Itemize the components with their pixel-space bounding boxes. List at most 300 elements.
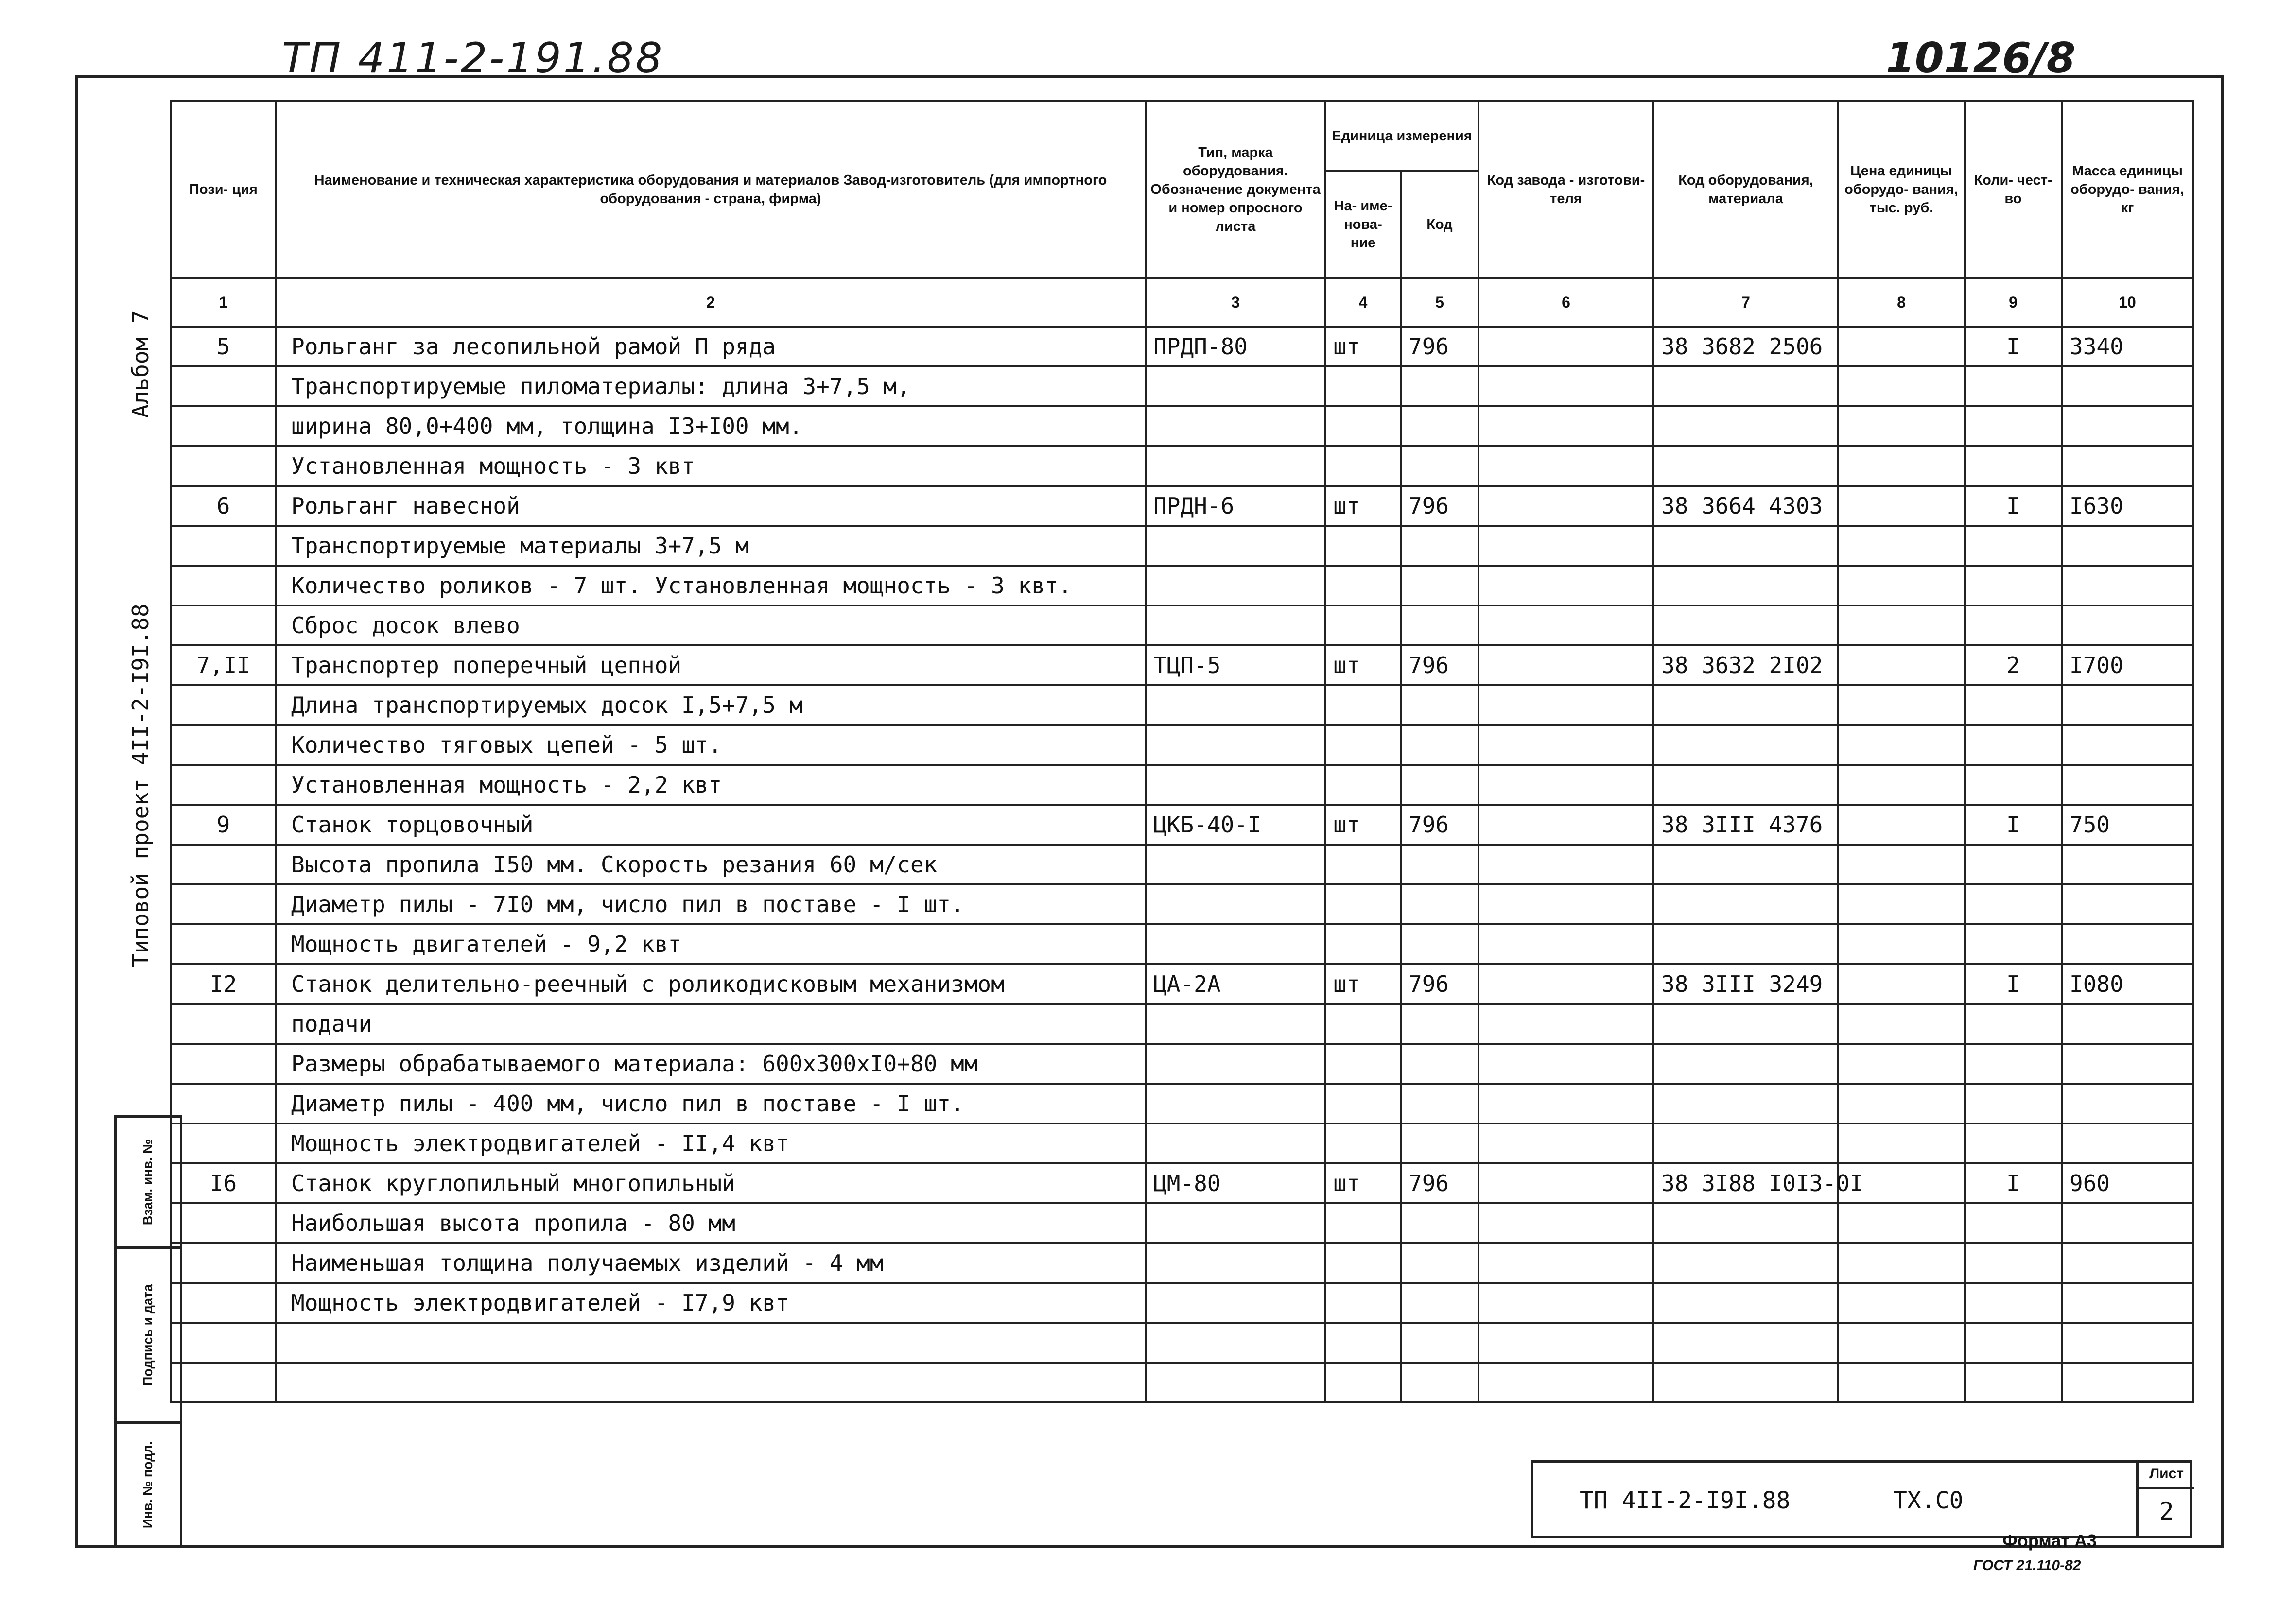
quantity-cell: I [1965,1163,2062,1203]
type-cell [1146,1243,1325,1283]
name-cell: ширина 80,0+400 мм, толщина I3+I00 мм. [276,406,1146,446]
type-cell: ТЦП-5 [1146,645,1325,685]
table-row [171,406,2193,446]
quantity-cell [1965,924,2062,964]
table-row [171,685,2193,725]
unit-code-cell [1401,725,1478,765]
mass-cell [2062,884,2193,924]
header-unit-code: Код [1401,171,1478,278]
unit-code-cell [1401,1363,1478,1402]
equipment-code-cell [1653,1004,1838,1044]
mass-cell: I080 [2062,964,2193,1004]
header-unit-name: На- име- нова- ние [1325,171,1401,278]
name-cell [276,1323,1146,1363]
column-number: 8 [1838,278,1965,327]
sheet-cell [2136,1460,2194,1538]
table-row [171,1283,2193,1323]
unit-name-cell [1325,765,1401,805]
unit-name-cell [1325,725,1401,765]
table-row [171,765,2193,805]
position-cell [171,1323,276,1363]
position-cell [171,526,276,566]
quantity-cell [1965,446,2062,486]
mass-cell [2062,605,2193,645]
quantity-cell: I [1965,805,2062,845]
name-cell: Количество роликов - 7 шт. Установленная мощность - 3 квт. [276,566,1146,605]
price-cell [1838,605,1965,645]
plant-code-cell [1478,1163,1653,1203]
unit-name-cell [1325,526,1401,566]
unit-name-cell [1325,884,1401,924]
plant-code-cell [1478,645,1653,685]
unit-name-cell [1325,1243,1401,1283]
equipment-code-cell [1653,366,1838,406]
name-cell: Мощность двигателей - 9,2 квт [276,924,1146,964]
quantity-cell [1965,725,2062,765]
mass-cell [2062,725,2193,765]
sheet-ref-handwritten: 10126/8 [1886,34,2076,83]
price-cell [1838,725,1965,765]
name-cell: Количество тяговых цепей - 5 шт. [276,725,1146,765]
plant-code-cell [1478,1243,1653,1283]
type-cell: ПРДН-6 [1146,486,1325,526]
unit-name-cell [1325,924,1401,964]
plant-code-cell [1478,366,1653,406]
table-row [171,1243,2193,1283]
plant-code-cell [1478,725,1653,765]
quantity-cell [1965,1084,2062,1123]
plant-code-cell [1478,685,1653,725]
position-cell [171,924,276,964]
name-cell: Транспортируемые материалы 3+7,5 м [276,526,1146,566]
unit-name-cell [1325,1283,1401,1323]
price-cell [1838,1084,1965,1123]
replacement-inv-label: Взам. инв. № [140,1139,156,1226]
mass-cell: I700 [2062,645,2193,685]
table-row [171,605,2193,645]
unit-code-cell: 796 [1401,327,1478,366]
type-cell [1146,566,1325,605]
position-cell [171,1123,276,1163]
equipment-code-cell [1653,406,1838,446]
original-inv-label: Инв. № подл. [140,1441,156,1528]
equipment-code-cell [1653,1044,1838,1084]
position-cell: I2 [171,964,276,1004]
unit-code-cell: 796 [1401,805,1478,845]
unit-code-cell [1401,1084,1478,1123]
section-code: ТХ.С0 [1893,1487,1964,1514]
unit-name-cell: шт [1325,327,1401,366]
position-cell [171,1084,276,1123]
header-unit-group: Единица измерения [1325,101,1478,171]
unit-name-cell: шт [1325,1163,1401,1203]
format-label: Формат А3 [2002,1531,2097,1551]
type-cell: ПРДП-80 [1146,327,1325,366]
sheet-number: 2 [2159,1497,2174,1525]
plant-code-cell [1478,605,1653,645]
table-row [171,1363,2193,1402]
unit-code-cell [1401,1323,1478,1363]
type-cell [1146,1004,1325,1044]
unit-code-cell [1401,845,1478,884]
name-cell: Рольганг за лесопильной рамой П ряда [276,327,1146,366]
unit-code-cell [1401,685,1478,725]
position-cell [171,765,276,805]
unit-code-cell [1401,1004,1478,1044]
position-cell [171,845,276,884]
column-number: 3 [1146,278,1325,327]
equipment-code-cell [1653,845,1838,884]
unit-code-cell: 796 [1401,1163,1478,1203]
equipment-code-cell: 38 3632 2I02 [1653,645,1838,685]
header-equipment-code: Код оборудования, материала [1653,101,1838,278]
position-cell [171,1243,276,1283]
unit-code-cell: 796 [1401,645,1478,685]
quantity-cell [1965,765,2062,805]
table-row [171,526,2193,566]
position-cell [171,605,276,645]
position-cell: 9 [171,805,276,845]
quantity-cell [1965,845,2062,884]
quantity-cell [1965,685,2062,725]
mass-cell [2062,845,2193,884]
position-cell: 6 [171,486,276,526]
type-cell [1146,1123,1325,1163]
project-code-handwritten: ТП 411-2-191.88 [282,34,664,83]
standard-label: ГОСТ 21.110-82 [1973,1557,2081,1573]
unit-code-cell [1401,1203,1478,1243]
plant-code-cell [1478,526,1653,566]
mass-cell [2062,1283,2193,1323]
header-position: Пози- ция [171,101,276,278]
unit-name-cell [1325,366,1401,406]
unit-code-cell [1401,366,1478,406]
price-cell [1838,1283,1965,1323]
type-cell [1146,1084,1325,1123]
unit-name-cell: шт [1325,805,1401,845]
mass-cell: 3340 [2062,327,2193,366]
table-row [171,805,2193,845]
position-cell [171,446,276,486]
equipment-specification-table [170,100,2194,1403]
equipment-code-cell [1653,1123,1838,1163]
mass-cell [2062,446,2193,486]
position-cell [171,685,276,725]
plant-code-cell [1478,964,1653,1004]
unit-code-cell [1401,406,1478,446]
table-row [171,884,2193,924]
position-cell [171,1363,276,1402]
table-row [171,645,2193,685]
table-row [171,1163,2193,1203]
position-cell [171,406,276,446]
price-cell [1838,964,1965,1004]
position-cell [171,884,276,924]
table-row [171,366,2193,406]
name-cell: Станок торцовочный [276,805,1146,845]
price-cell [1838,366,1965,406]
name-cell: Установленная мощность - 3 квт [276,446,1146,486]
equipment-code-cell: 38 3682 2506 [1653,327,1838,366]
type-cell [1146,1044,1325,1084]
unit-name-cell [1325,1123,1401,1163]
header-quantity: Коли- чест- во [1965,101,2062,278]
quantity-cell [1965,1203,2062,1243]
table-body [171,327,2193,1402]
project-label: Типовой проект 4II-2-I9I.88 [127,604,154,967]
unit-name-cell [1325,845,1401,884]
plant-code-cell [1478,486,1653,526]
unit-name-cell [1325,685,1401,725]
column-number-row [171,278,2193,327]
price-cell [1838,805,1965,845]
plant-code-cell [1478,1123,1653,1163]
designation: ТП 4II-2-I9I.88 [1580,1487,1791,1514]
unit-code-cell [1401,1044,1478,1084]
type-cell [1146,366,1325,406]
equipment-code-cell [1653,566,1838,605]
name-cell: Установленная мощность - 2,2 квт [276,765,1146,805]
table-row [171,566,2193,605]
plant-code-cell [1478,1084,1653,1123]
unit-code-cell [1401,1243,1478,1283]
name-cell: Мощность электродвигателей - I7,9 квт [276,1283,1146,1323]
column-number: 9 [1965,278,2062,327]
price-cell [1838,884,1965,924]
mass-cell: 750 [2062,805,2193,845]
original-inv-cell [117,1424,180,1545]
plant-code-cell [1478,566,1653,605]
quantity-cell [1965,1243,2062,1283]
type-cell [1146,685,1325,725]
plant-code-cell [1478,1004,1653,1044]
unit-name-cell [1325,566,1401,605]
type-cell [1146,725,1325,765]
name-cell: Сброс досок влево [276,605,1146,645]
unit-code-cell [1401,446,1478,486]
mass-cell [2062,924,2193,964]
price-cell [1838,845,1965,884]
position-cell: 5 [171,327,276,366]
plant-code-cell [1478,845,1653,884]
mass-cell [2062,566,2193,605]
type-cell [1146,1283,1325,1323]
mass-cell [2062,406,2193,446]
header-mass: Масса единицы оборудо- вания, кг [2062,101,2193,278]
unit-code-cell [1401,1123,1478,1163]
name-cell: Наименьшая толщина получаемых изделий - 4 мм [276,1243,1146,1283]
table-row [171,964,2193,1004]
quantity-cell [1965,1323,2062,1363]
type-cell: ЦМ-80 [1146,1163,1325,1203]
equipment-code-cell [1653,605,1838,645]
quantity-cell [1965,366,2062,406]
equipment-code-cell [1653,1243,1838,1283]
type-cell: ЦА-2А [1146,964,1325,1004]
type-cell [1146,1363,1325,1402]
name-cell: Наибольшая высота пропила - 80 мм [276,1203,1146,1243]
price-cell [1838,1243,1965,1283]
equipment-code-cell [1653,725,1838,765]
album-label: Альбом 7 [127,310,154,418]
plant-code-cell [1478,1323,1653,1363]
equipment-code-cell [1653,685,1838,725]
price-cell [1838,486,1965,526]
mass-cell [2062,1044,2193,1084]
unit-code-cell [1401,526,1478,566]
quantity-cell: I [1965,327,2062,366]
type-cell [1146,605,1325,645]
unit-code-cell [1401,566,1478,605]
name-cell: подачи [276,1004,1146,1044]
mass-cell [2062,1123,2193,1163]
equipment-code-cell [1653,924,1838,964]
unit-name-cell: шт [1325,964,1401,1004]
column-number: 4 [1325,278,1401,327]
name-cell: Транспортируемые пиломатериалы: длина 3+7,5 м, [276,366,1146,406]
plant-code-cell [1478,406,1653,446]
table-row [171,486,2193,526]
unit-name-cell [1325,1084,1401,1123]
mass-cell: 960 [2062,1163,2193,1203]
quantity-cell [1965,406,2062,446]
quantity-cell [1965,1123,2062,1163]
plant-code-cell [1478,805,1653,845]
table-row [171,446,2193,486]
equipment-code-cell [1653,1323,1838,1363]
mass-cell [2062,526,2193,566]
column-number: 6 [1478,278,1653,327]
equipment-code-cell: 38 3III 4376 [1653,805,1838,845]
position-cell [171,1044,276,1084]
type-cell [1146,1323,1325,1363]
column-number: 10 [2062,278,2193,327]
quantity-cell [1965,526,2062,566]
header-name: Наименование и техническая характеристика оборудования и материалов Завод-изготовитель (для импортного оборудования - страна, фирма) [276,101,1146,278]
price-cell [1838,1123,1965,1163]
type-cell [1146,845,1325,884]
name-cell: Диаметр пилы - 400 мм, число пил в поставе - I шт. [276,1084,1146,1123]
price-cell [1838,924,1965,964]
type-cell [1146,526,1325,566]
mass-cell [2062,765,2193,805]
quantity-cell: 2 [1965,645,2062,685]
unit-code-cell [1401,765,1478,805]
mass-cell [2062,1203,2193,1243]
table-row [171,1004,2193,1044]
price-cell [1838,1044,1965,1084]
position-cell: I6 [171,1163,276,1203]
type-cell [1146,884,1325,924]
name-cell: Рольганг навесной [276,486,1146,526]
unit-code-cell [1401,1283,1478,1323]
name-cell: Станок круглопильный многопильный [276,1163,1146,1203]
unit-name-cell: шт [1325,486,1401,526]
plant-code-cell [1478,1044,1653,1084]
name-cell [276,1363,1146,1402]
unit-name-cell [1325,446,1401,486]
quantity-cell [1965,1363,2062,1402]
mass-cell: I630 [2062,486,2193,526]
column-number: 1 [171,278,276,327]
unit-code-cell: 796 [1401,964,1478,1004]
table-row [171,1203,2193,1243]
table-row [171,1044,2193,1084]
equipment-code-cell: 38 3I88 I0I3-0I [1653,1163,1838,1203]
type-cell [1146,446,1325,486]
type-cell [1146,1203,1325,1243]
equipment-code-cell [1653,446,1838,486]
quantity-cell [1965,1004,2062,1044]
price-cell [1838,1203,1965,1243]
quantity-cell: I [1965,486,2062,526]
table-row [171,1123,2193,1163]
price-cell [1838,1323,1965,1363]
mass-cell [2062,1004,2193,1044]
table-row [171,725,2193,765]
name-cell: Размеры обрабатываемого материала: 600х300хI0+80 мм [276,1044,1146,1084]
mass-cell [2062,366,2193,406]
unit-name-cell [1325,1323,1401,1363]
position-cell [171,566,276,605]
name-cell: Высота пропила I50 мм. Скорость резания 60 м/сек [276,845,1146,884]
mass-cell [2062,685,2193,725]
unit-code-cell [1401,605,1478,645]
name-cell: Транспортер поперечный цепной [276,645,1146,685]
table-row [171,327,2193,366]
price-cell [1838,765,1965,805]
sheet-label: Лист [2139,1460,2194,1489]
column-number: 2 [276,278,1146,327]
equipment-code-cell [1653,765,1838,805]
price-cell [1838,685,1965,725]
signature-date-label: Подпись и дата [140,1284,156,1386]
plant-code-cell [1478,1203,1653,1243]
plant-code-cell [1478,327,1653,366]
plant-code-cell [1478,884,1653,924]
unit-name-cell [1325,1203,1401,1243]
mass-cell [2062,1363,2193,1402]
quantity-cell [1965,1283,2062,1323]
unit-name-cell [1325,605,1401,645]
table-row [171,1323,2193,1363]
equipment-code-cell [1653,1203,1838,1243]
position-cell: 7,II [171,645,276,685]
equipment-code-cell [1653,526,1838,566]
unit-code-cell [1401,884,1478,924]
price-cell [1838,566,1965,605]
plant-code-cell [1478,1363,1653,1402]
column-number: 5 [1401,278,1478,327]
equipment-code-cell: 38 3III 3249 [1653,964,1838,1004]
equipment-code-cell [1653,884,1838,924]
mass-cell [2062,1084,2193,1123]
price-cell [1838,327,1965,366]
type-cell [1146,406,1325,446]
position-cell [171,725,276,765]
name-cell: Мощность электродвигателей - II,4 квт [276,1123,1146,1163]
table-row [171,845,2193,884]
plant-code-cell [1478,1283,1653,1323]
quantity-cell: I [1965,964,2062,1004]
price-cell [1838,526,1965,566]
table-row [171,924,2193,964]
mass-cell [2062,1323,2193,1363]
position-cell [171,1203,276,1243]
name-cell: Длина транспортируемых досок I,5+7,5 м [276,685,1146,725]
unit-name-cell [1325,1363,1401,1402]
unit-name-cell [1325,406,1401,446]
